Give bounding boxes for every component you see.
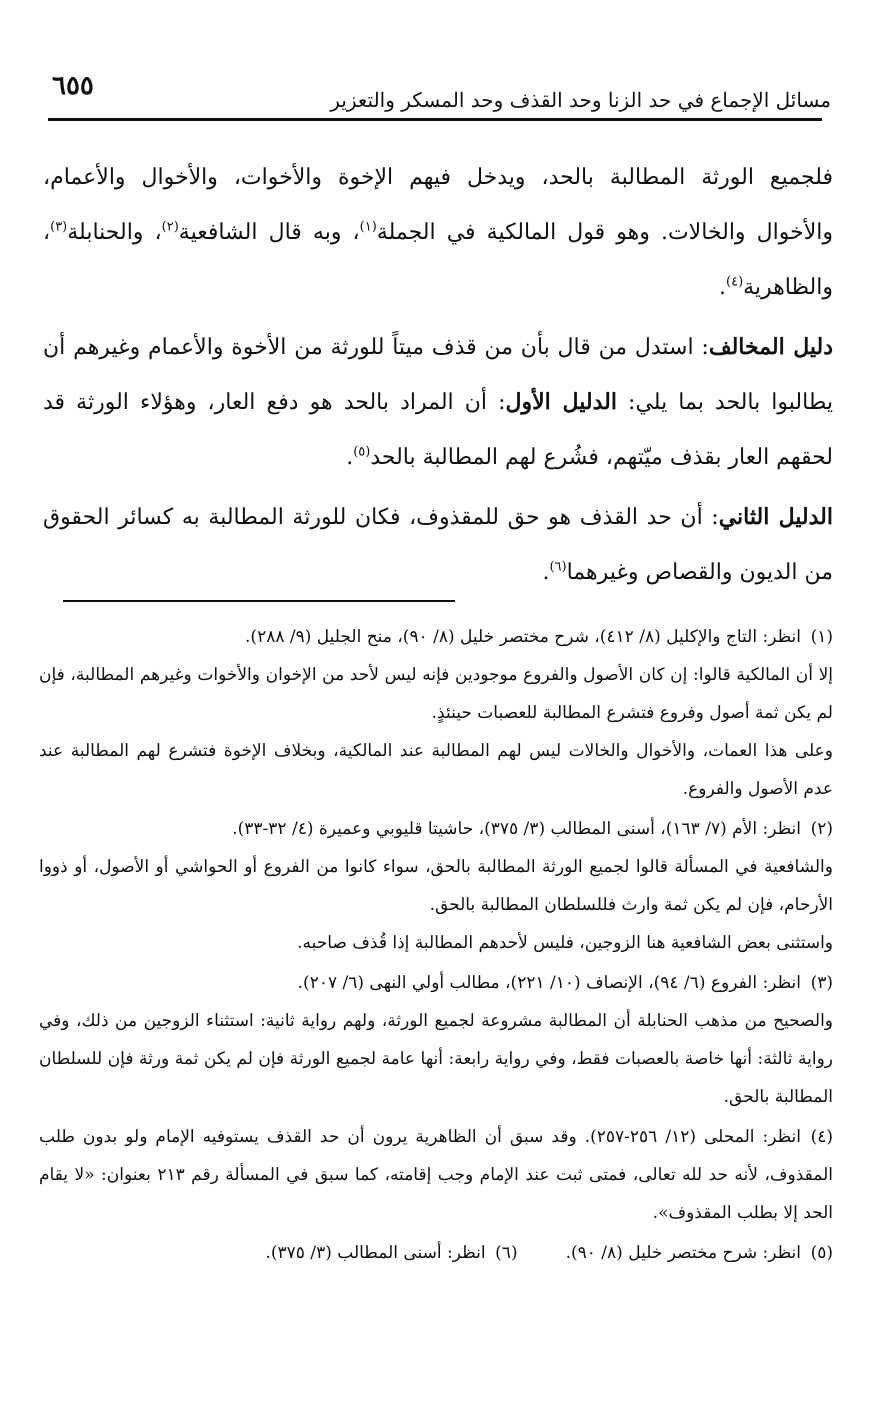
paragraph-2	[43, 320, 833, 485]
footnote-2-note2: واستثنى بعض الشافعية هنا الزوجين، فليس لأحدهم المطالبة إذا قُذف صاحبه.	[297, 933, 833, 953]
header-divider	[48, 118, 822, 121]
footnote-1-note: إلا أن المالكية قالوا: إن كان الأصول والفروع موجودين فإنه ليس لأحد من الإخوان والأخوات وغيرهم المطالبة، فإن لم يكن ثمة أصول وفروع فتشرع المطالبة للعصبات حينئذٍ.	[39, 665, 833, 723]
footnote-ref-6: (٦)	[549, 559, 567, 575]
paragraph-1-mid: ، وبه قال الشافعية	[178, 220, 360, 245]
paragraph-3-text: : أن حد القذف هو حق للمقذوف، فكان للورثة المطالبة به كسائر الحقوق من الديون والقصاص وغيرهما	[43, 505, 833, 585]
paragraph-3	[43, 490, 833, 600]
footnote-6-number: (٦)	[495, 1243, 518, 1263]
footnote-ref-5: (٥)	[353, 444, 371, 460]
footnote-divider	[63, 600, 455, 602]
footnote-1-source: انظر: التاج والإكليل (٨/ ٤١٢)، شرح مختصر خليل (٨/ ٩٠)، منح الجليل (٩/ ٢٨٨).	[245, 627, 801, 647]
second-evidence-heading: الدليل الثاني	[718, 504, 833, 530]
paragraph-1-end: .	[719, 275, 726, 300]
footnote-3-number: (٣)	[810, 973, 833, 993]
footnote-1	[39, 618, 833, 808]
footnotes-5-6-row	[39, 1234, 833, 1272]
main-text	[43, 150, 833, 605]
first-evidence-heading: الدليل الأول	[505, 389, 617, 415]
footnote-2-number: (٢)	[810, 819, 833, 839]
footnotes-section	[39, 618, 833, 1274]
footnote-6	[265, 1234, 517, 1272]
footnote-3	[39, 964, 833, 1116]
paragraph-1-text: فلجميع الورثة المطالبة بالحد، ويدخل فيهم الإخوة والأخوات، والأخوال والأعمام، والأخوال والخالات. وهو قول المالكية في الجملة	[43, 165, 833, 245]
footnote-2-source: انظر: الأم (٧/ ١٦٣)، أسنى المطالب (٣/ ٣٧٥)، حاشيتا قليوبي وعميرة (٤/ ٣٢-٣٣).	[232, 819, 801, 839]
paragraph-3-end: .	[542, 560, 550, 585]
footnote-1-number: (١)	[810, 627, 833, 647]
footnote-3-source: انظر: الفروع (٦/ ٩٤)، الإنصاف (١٠/ ٢٢١)، مطالب أولي النهى (٦/ ٢٠٧).	[297, 973, 801, 993]
paragraph-1-mid3: ، والظاهرية	[43, 220, 833, 300]
running-header-title: مسائل الإجماع في حد الزنا وحد القذف وحد المسكر والتعزير	[330, 88, 831, 112]
footnote-4	[39, 1118, 833, 1232]
footnote-4-text: انظر: المحلى (١٢/ ٢٥٦-٢٥٧). وقد سبق أن الظاهرية يرون أن حد القذف يستوفيه الإمام ولو بدون طلب المقذوف، لأنه حد لله تعالى، فمتى ثبت عند الإمام وجب إقامته، كما سبق في المسألة رقم ٢١٣ بعنوان: «لا يقام الحد إلا بطلب المقذوف».	[39, 1127, 834, 1223]
page-number: ٦٥٥	[52, 71, 94, 101]
footnote-5-number: (٥)	[810, 1243, 833, 1263]
footnote-ref-1: (١)	[359, 219, 377, 235]
footnote-6-text: انظر: أسنى المطالب (٣/ ٣٧٥).	[265, 1243, 486, 1263]
paragraph-1	[43, 150, 833, 315]
paragraph-2-end: .	[346, 445, 354, 470]
footnote-ref-4: (٤)	[726, 274, 744, 290]
footnote-3-note: والصحيح من مذهب الحنابلة أن المطالبة مشروعة لجميع الورثة، ولهم رواية ثانية: استثناء الزوجين من ذلك، وفي رواية ثالثة: أنها خاصة بالعصبات فقط، وفي رواية رابعة: أنها عامة لجميع الورثة فإن لم يكن ثمة ورثة فإن للسلطان المطالبة بالحق.	[39, 1011, 833, 1107]
paragraph-1-mid2: ، والحنابلة	[67, 220, 162, 245]
paragraph-2-text: : استدل من قال بأن من قذف ميتاً للورثة من الأخوة والأعمام وغيرهم أن يطالبوا بالحد بما يلي:	[43, 335, 833, 415]
footnote-5-text: انظر: شرح مختصر خليل (٨/ ٩٠).	[565, 1243, 801, 1263]
footnote-ref-3: (٣)	[50, 219, 68, 235]
footnote-2-note: والشافعية في المسألة قالوا لجميع الورثة المطالبة بالحق، سواء كانوا من الفروع أو الحواشي أو الأصول، أو ذووا الأرحام، فإن لم يكن ثمة وارث فللسلطان المطالبة بالحق.	[39, 857, 833, 915]
footnote-4-number: (٤)	[810, 1127, 833, 1147]
opponent-evidence-heading: دليل المخالف	[708, 334, 834, 360]
footnote-ref-2: (٢)	[161, 219, 179, 235]
footnote-5	[566, 1234, 833, 1272]
paragraph-2-text2: : أن المراد بالحد هو دفع العار، وهؤلاء الورثة قد لحقهم العار بقذف ميّتهم، فشُرع لهم المطالبة بالحد	[43, 390, 833, 470]
footnote-2	[39, 810, 833, 962]
footnote-1-note2: وعلى هذا العمات، والأخوال والخالات ليس لهم المطالبة عند المالكية، وبخلاف الإخوة فتشرع لهم المطالبة عند عدم الأصول والفروع.	[39, 741, 833, 799]
